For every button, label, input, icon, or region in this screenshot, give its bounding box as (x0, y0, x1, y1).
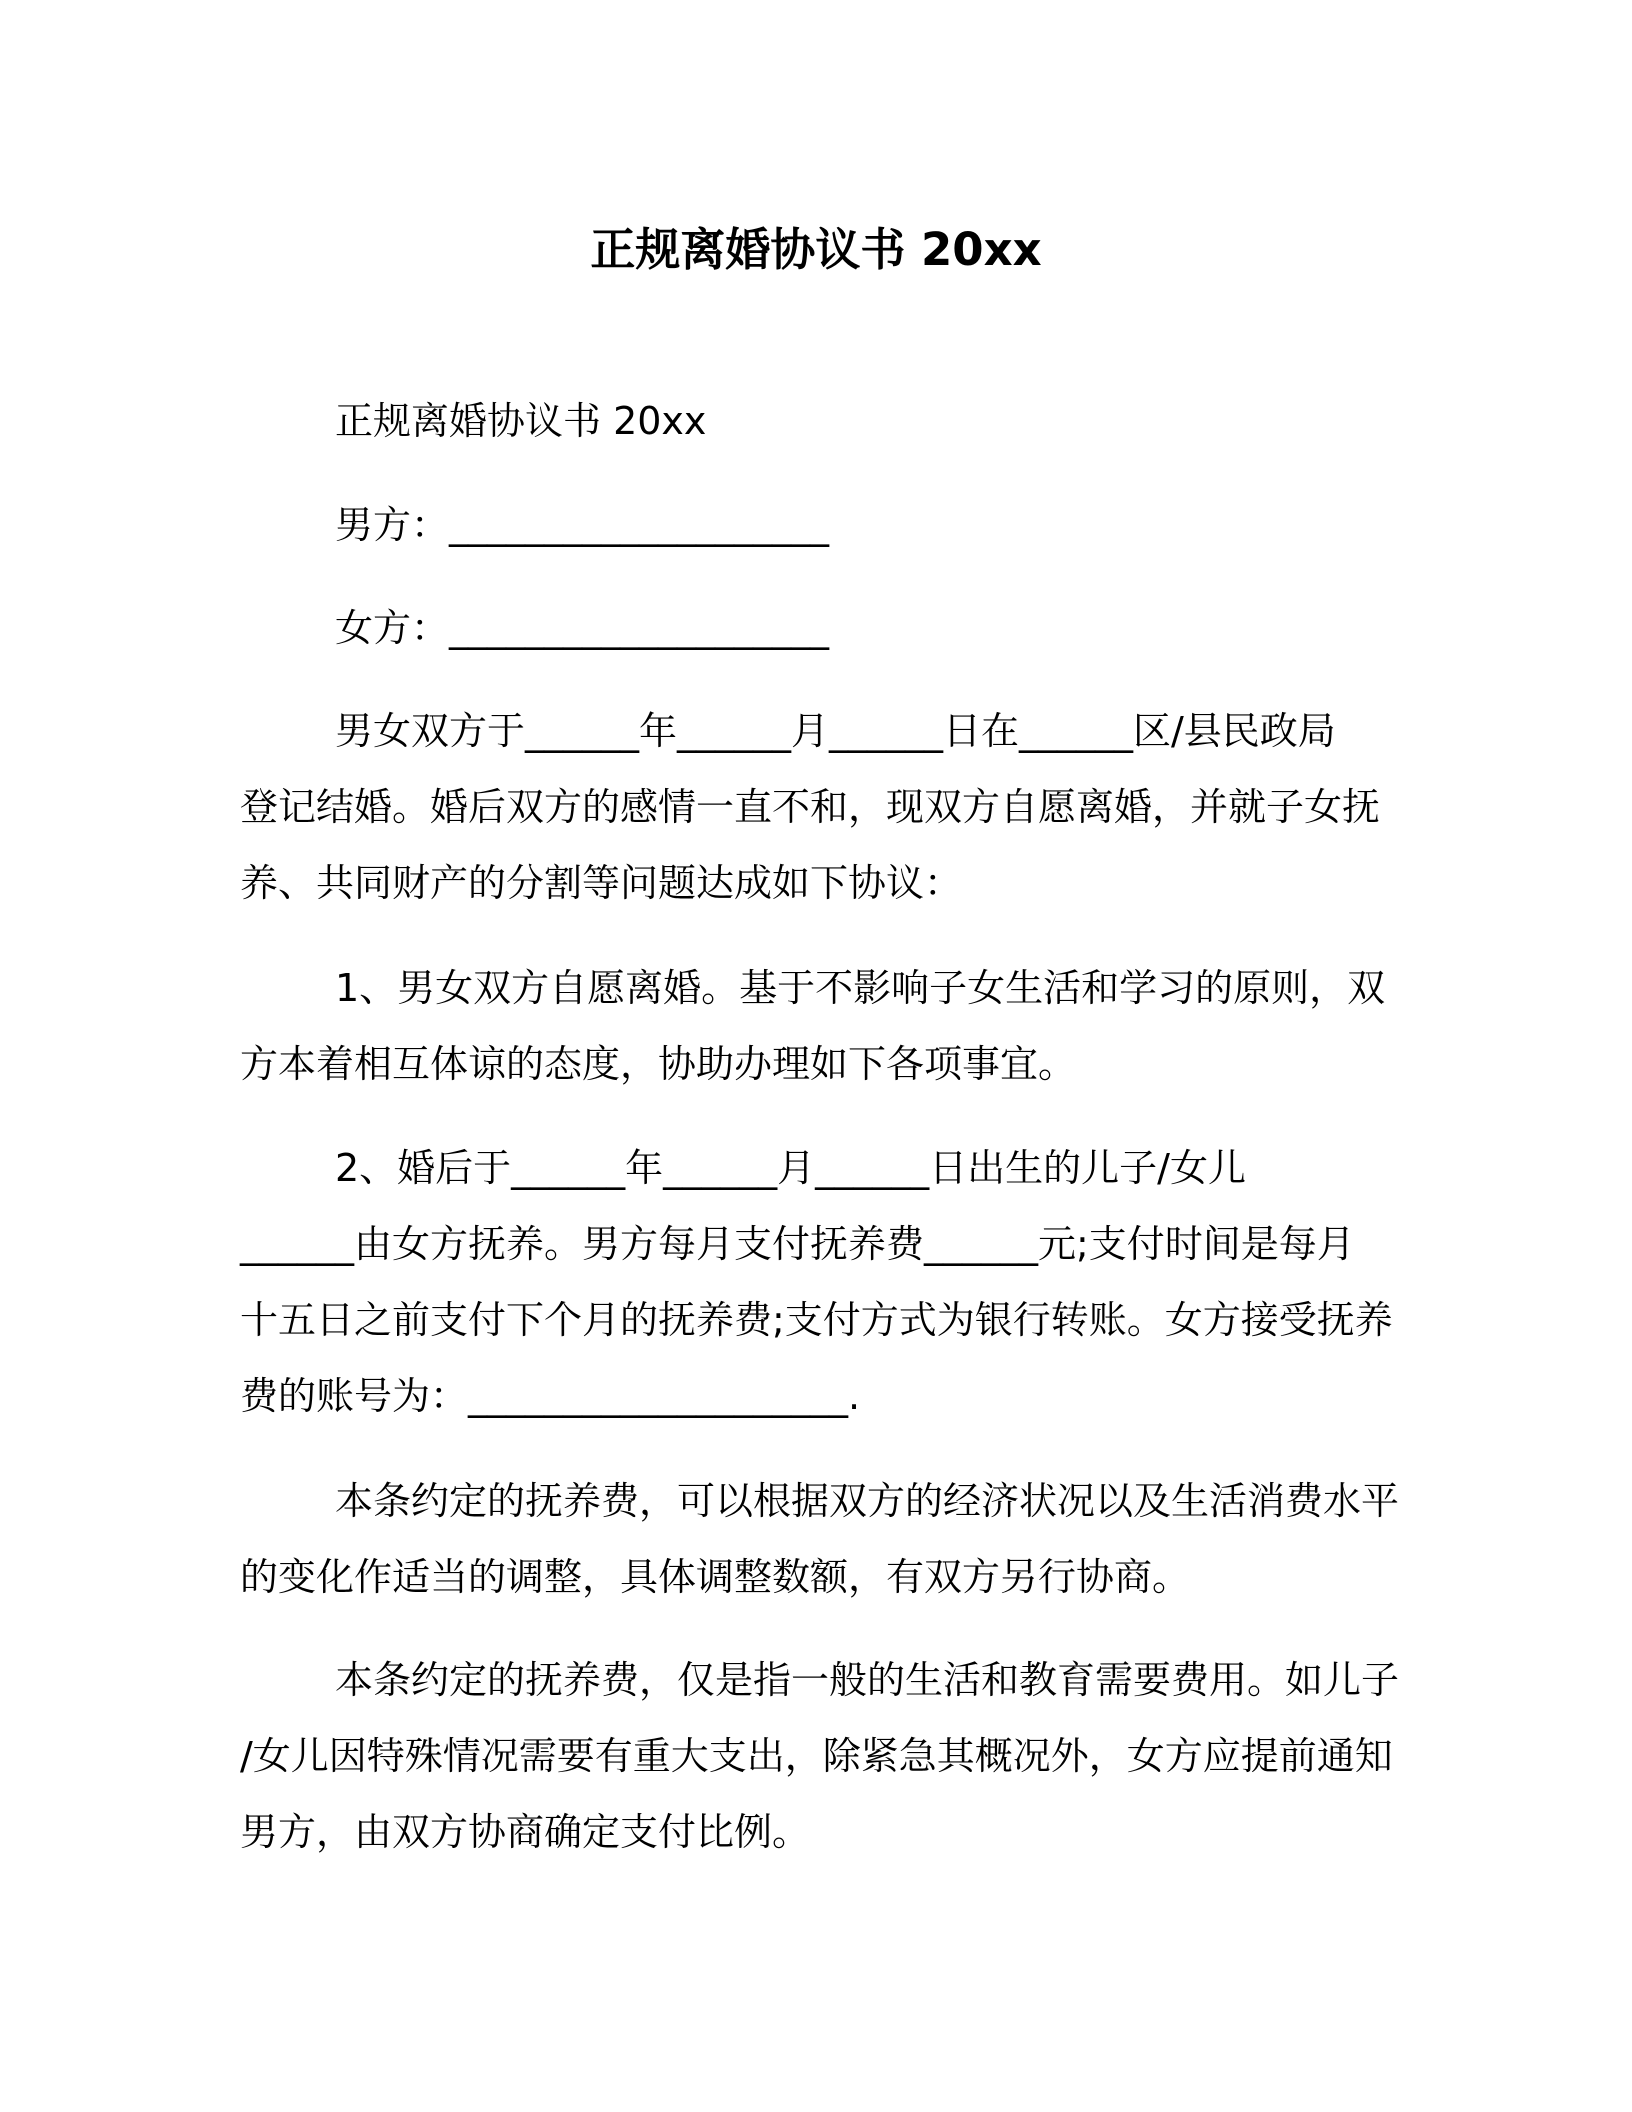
paragraph-husband (240, 487, 1392, 563)
document-title: 正规离婚协议书 20xx (590, 223, 1042, 276)
text-line: 男女双方于______年______月______日在______区/县民政局 (335, 709, 1336, 753)
paragraph-intro (240, 693, 1392, 921)
text-line: 养、共同财产的分割等问题达成如下协议： (240, 861, 963, 905)
text-line: 正规离婚协议书 20xx (335, 399, 707, 443)
text-line: /女儿因特殊情况需要有重大支出，除紧急其概况外，女方应提前通知 (240, 1734, 1393, 1778)
text-line: 的变化作适当的调整，具体调整数额，有双方另行协商。 (240, 1555, 1191, 1599)
text-line: 女方：____________________ (335, 606, 830, 650)
paragraph-clause-1 (240, 950, 1392, 1102)
text-line: 男方：____________________ (335, 503, 830, 547)
paragraph-wife (240, 590, 1392, 666)
text-line: 2、婚后于______年______月______日出生的儿子/女儿 (335, 1146, 1246, 1190)
paragraph-clause-2 (240, 1130, 1392, 1434)
text-line: ______由女方抚养。男方每月支付抚养费______元;支付时间是每月 (240, 1222, 1355, 1266)
text-line: 费的账号为：____________________. (240, 1374, 861, 1418)
paragraph-heading (240, 383, 1392, 459)
text-line: 本条约定的抚养费，仅是指一般的生活和教育需要费用。如儿子 (335, 1658, 1400, 1702)
text-line: 1、男女双方自愿离婚。基于不影响子女生活和学习的原则，双 (335, 966, 1386, 1010)
paragraph-expenses (240, 1642, 1400, 1870)
text-line: 十五日之前支付下个月的抚养费;支付方式为银行转账。女方接受抚养 (240, 1298, 1393, 1342)
text-line: 方本着相互体谅的态度，协助办理如下各项事宜。 (240, 1042, 1077, 1086)
text-line: 男方，由双方协商确定支付比例。 (240, 1810, 811, 1854)
text-line: 登记结婚。婚后双方的感情一直不和，现双方自愿离婚，并就子女抚 (240, 785, 1381, 829)
paragraph-adjustment (240, 1463, 1400, 1615)
text-line: 本条约定的抚养费，可以根据双方的经济状况以及生活消费水平 (335, 1479, 1400, 1523)
